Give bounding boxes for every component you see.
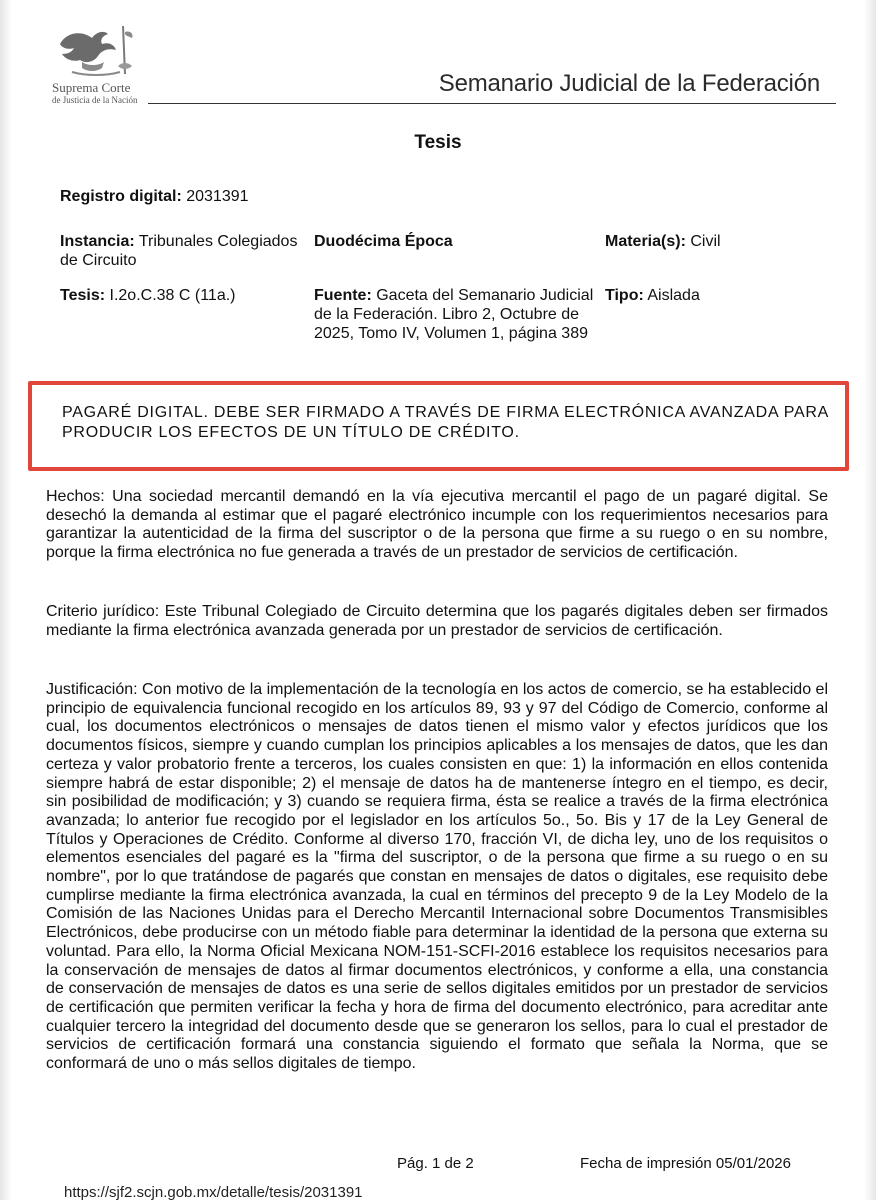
- registro-digital: [60, 187, 300, 206]
- print-date: Fecha de impresión 05/01/2026: [580, 1155, 791, 1172]
- tipo-value: Aislada: [647, 287, 700, 304]
- registro-value: 2031391: [186, 188, 249, 205]
- criterio-paragraph: Criterio jurídico: Este Tribunal Colegiado de Circuito determina que los pagarés digitales deben ser firmados mediante la firma electrónica avanzada generada por un prestador de servicios de certificación.: [46, 603, 828, 639]
- materia-value: Civil: [690, 233, 721, 250]
- tesis-label: Tesis:: [60, 287, 106, 304]
- materia: [605, 232, 845, 251]
- fuente: [314, 286, 594, 343]
- header-divider: [148, 103, 836, 104]
- logo-text-line1: Suprema Corte: [52, 80, 131, 95]
- epoca-value: Duodécima Época: [314, 233, 453, 250]
- scjn-logo: [48, 22, 144, 108]
- fuente-label: Fuente:: [314, 287, 372, 304]
- tesis-value: I.2o.C.38 C (11a.): [109, 287, 236, 304]
- eagle-crest-icon: [52, 22, 140, 78]
- source-url[interactable]: https://sjf2.scjn.gob.mx/detalle/tesis/2031391: [64, 1184, 363, 1201]
- tesis: [60, 286, 300, 305]
- page-number: Pág. 1 de 2: [397, 1155, 474, 1172]
- rubro-title: PAGARÉ DIGITAL. DEBE SER FIRMADO A TRAVÉS DE FIRMA ELECTRÓNICA AVANZADA PARA PRODUCIR LOS EFECTOS DE UN TÍTULO DE CRÉDITO.: [62, 404, 829, 441]
- instancia: [60, 232, 300, 270]
- page-edge-left: [0, 0, 12, 1200]
- justificacion-paragraph: Justificación: Con motivo de la implementación de la tecnología en los actos de comercio, se ha establecido el principio de equivalencia funcional recogido en los artículos 89, 93 y 97 del Código de Comercio, conforme al cual, los documentos electrónicos o mensajes de datos tienen el mismo valor y efectos jurídicos que los documentos físicos, siempre y cuando cumplan los principios aplicables a los mensajes de datos, que les dan certeza y valor probatorio frente a terceros, los cuales consisten en que: 1) la información en ellos contenida siempre habrá de estar disponible; 2) el mensaje de datos ha de mantenerse íntegro en el tiempo, es decir, sin posibilidad de modificación; y 3) cuando se requiera firma, ésta se realice a través de la firma electrónica avanzada; lo anterior fue recogido por el legislador en los artículos 5o., 5o. Bis y 17 de la Ley General de Títulos y Operaciones de Crédito. Conforme al diverso 170, fracción VI, de dicha ley, uno de los requisitos o elementos esenciales del pagaré es la "firma del suscriptor, o de la persona que firme a su ruego o en su nombre", por lo que tratándose de pagarés que constan en mensajes de datos o digitales, ese requisito debe cumplirse mediante la firma electrónica avanzada, la cual en términos del precepto 9 de la Ley Modelo de la Comisión de las Naciones Unidas para el Derecho Mercantil Internacional sobre Documentos Transmisibles Electrónicos, debe producirse con un método fiable para determinar la identidad de la persona que externa su voluntad. Para ello, la Norma Oficial Mexicana NOM-151-SCFI-2016 establece los requisitos necesarios para la conservación de mensajes de datos al firmar documentos electrónicos, y conforme a ella, una constancia de conservación de mensajes de datos es una serie de sellos digitales emitidos por un prestador de servicios de certificación que permiten verificar la fecha y hora de firma del documento electrónico, para acreditar ante cualquier tercero la integridad del documento desde que se generaron los sellos, para lo cual el prestador de servicios de certificación formará una constancia siguiendo el formato que señala la Norma, que se conformará de uno o más sellos digitales de tiempo.: [46, 681, 828, 1073]
- epoca: [314, 232, 594, 251]
- instancia-label: Instancia:: [60, 233, 135, 250]
- instancia-value: Tribunales Colegiados de Circuito: [60, 233, 298, 269]
- tipo-label: Tipo:: [605, 287, 644, 304]
- document-type-heading: Tesis: [414, 132, 462, 153]
- logo-text-line2: de Justicia de la Nación: [52, 95, 138, 105]
- registro-label: Registro digital:: [60, 188, 182, 205]
- tipo: [605, 286, 845, 305]
- page-edge-right: [864, 0, 876, 1200]
- materia-label: Materia(s):: [605, 233, 686, 250]
- hechos-paragraph: Hechos: Una sociedad mercantil demandó en la vía ejecutiva mercantil el pago de un pagaré digital. Se desechó la demanda al estimar que el pagaré electrónico incumple con los requerimientos necesarios para garantizar la autenticidad de la firma del suscriptor o de la persona que firme a su ruego o en su nombre, porque la firma electrónica no fue generada a través de un prestador de servicios de certificación.: [46, 488, 828, 562]
- fuente-value: Gaceta del Semanario Judicial de la Federación. Libro 2, Octubre de 2025, Tomo IV, Volumen 1, página 389: [314, 287, 594, 342]
- header-title: Semanario Judicial de la Federación: [438, 70, 820, 97]
